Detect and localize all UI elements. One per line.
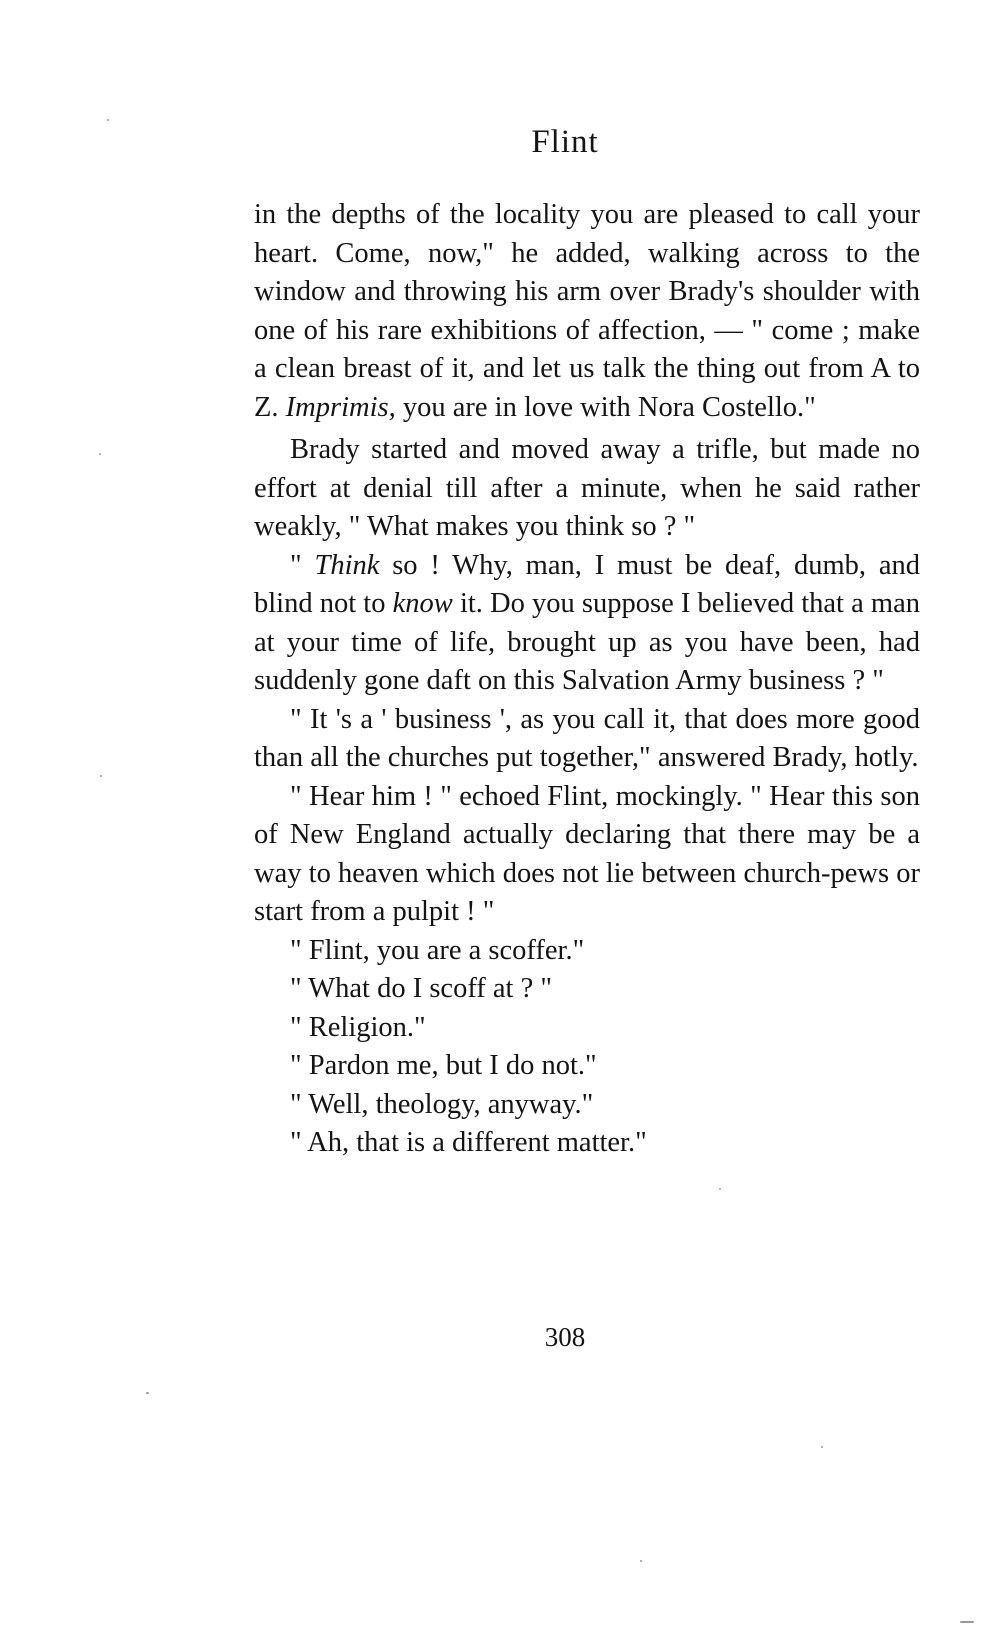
paper-speck [821,1446,823,1448]
paragraph-4: " It 's a ' business ', as you call it, that does more good than all the churches put together," answered Brady, hotly. [254,703,920,773]
paper-speck [146,1392,149,1394]
know-italic: know [392,588,453,619]
paper-speck [640,1560,642,1562]
paper-speck [960,1621,974,1623]
body-text [254,196,920,1163]
dialogue-line: " Well, theology, anyway." [290,1088,594,1120]
paragraph-3-text-a: " [290,549,315,581]
paragraph-1-text-b: you are in love with Nora Costello." [395,391,816,423]
paragraph-1-text-a: in the depths of the locality you are pleased to call your heart. Come, now," he added, walking across to the window and throwing his arm over Brady's shoulder with one of his rare exhibitions of affection, — " come ; make a clean breast of it, and let us talk the thing out from A to Z. [254,199,920,423]
paragraph-5: " Hear him ! " echoed Flint, mockingly. " Hear this son of New England actually declaring that there may be a way to heaven which does not lie between church-pews or start from a pulpit ! " [254,780,920,927]
paragraph-3 [254,547,920,701]
paper-speck [719,1188,721,1190]
dialogue-line: " Religion." [290,1011,426,1043]
paragraph-1 [254,196,920,427]
paragraph-3-text-b: so ! Why, man, I must be deaf, dumb, and blind not to [254,549,921,619]
paper-speck [100,775,102,777]
dialogue-line: " What do I scoff at ? " [290,973,553,1004]
dialogue-line: " Pardon me, but I do not." [290,1050,597,1081]
dialogue-line: " Ah, that is a different matter." [290,1127,647,1158]
paragraph-3-text-c: it. Do you suppose I believed that a man at your time of life, brought up as you have been, had suddenly gone daft on this Salvation Army business ? " [254,588,920,696]
running-header: Flint [531,124,599,160]
dialogue-line: " Flint, you are a scoffer." [290,934,585,966]
paper-speck [107,119,109,121]
think-italic: Think [314,549,380,581]
paragraph-2: Brady started and moved away a trifle, but made no effort at denial till after a minute, when he said rather weakly, " What makes you think so ? " [254,434,920,542]
page-number: 308 [544,1322,586,1352]
imprimis-italic: Imprimis, [285,391,396,423]
paper-speck [99,453,101,455]
